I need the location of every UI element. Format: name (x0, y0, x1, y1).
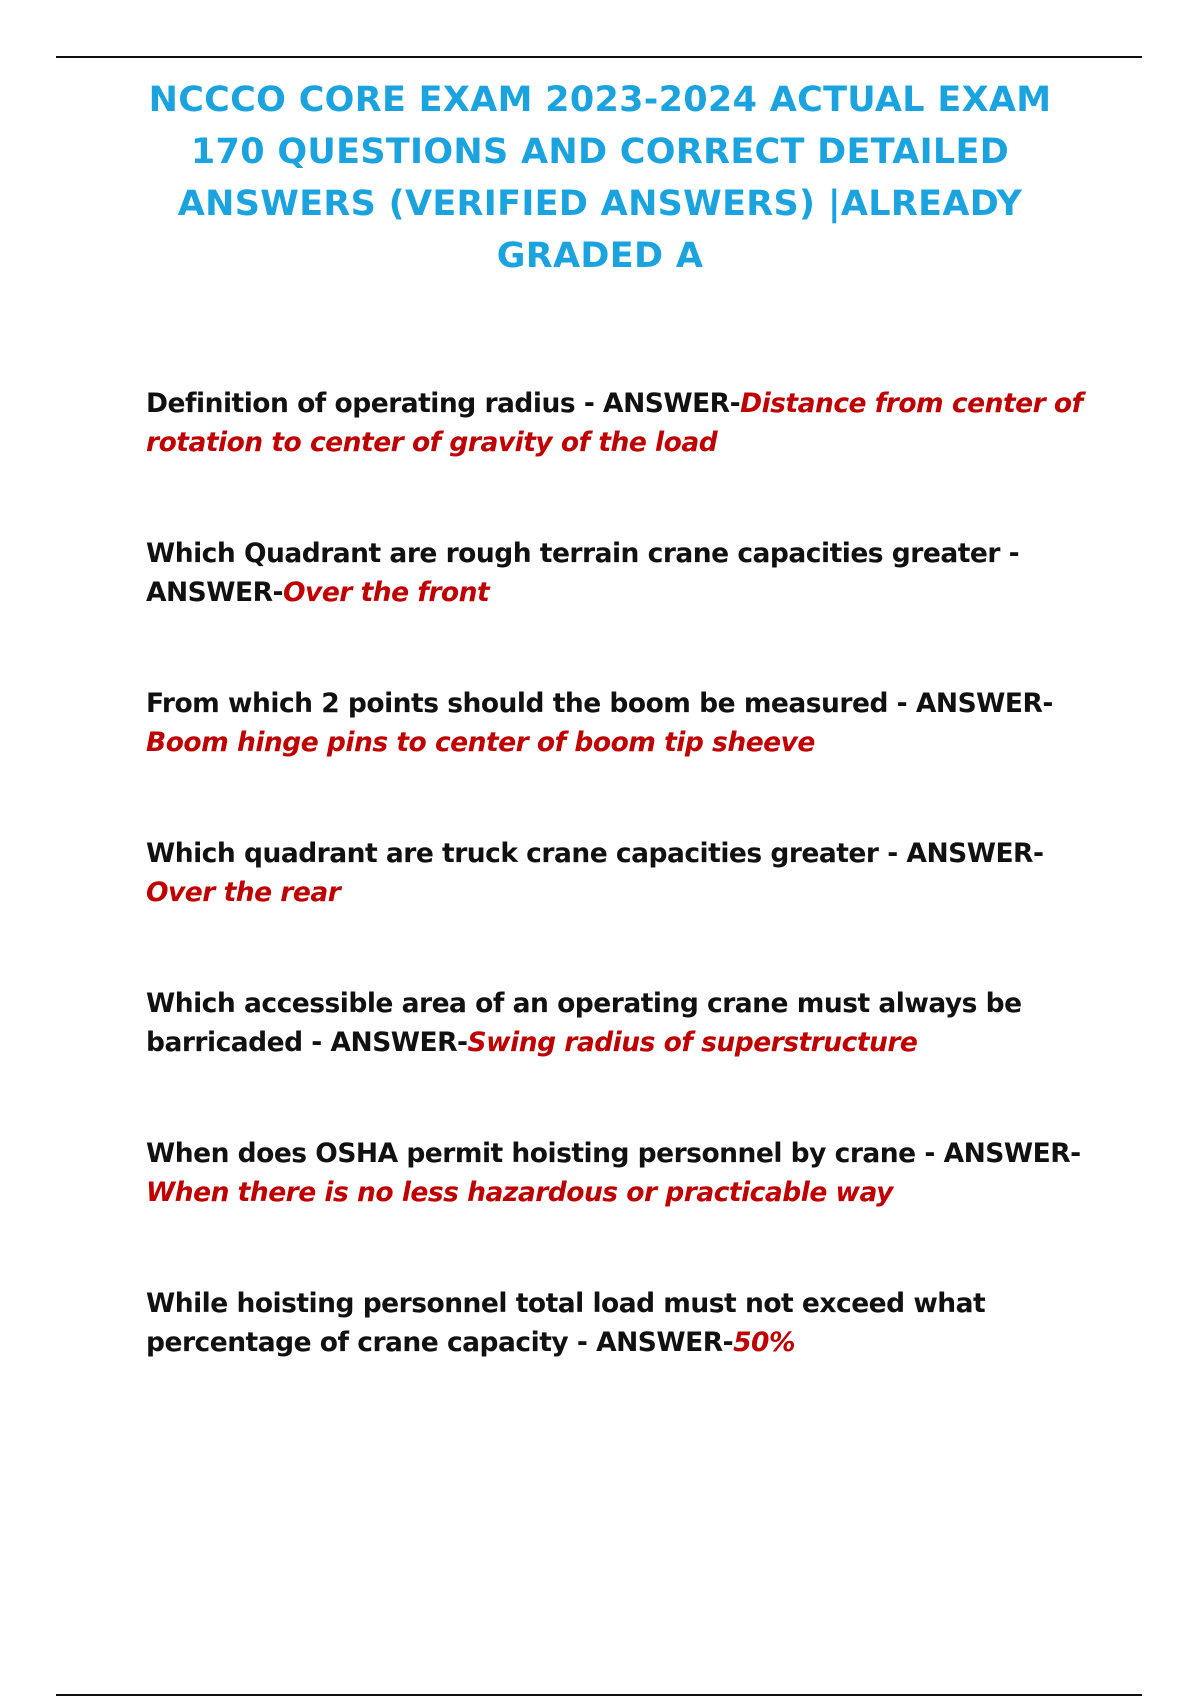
qa-item (146, 834, 1096, 984)
qa-list (146, 384, 1096, 1434)
question-text: While hoisting personnel total load must not exceed what percentage of crane capacity (146, 1288, 986, 1358)
question-text: Definition of operating radius (146, 388, 576, 419)
document-title: NCCCO CORE EXAM 2023-2024 ACTUAL EXAM 170 QUESTIONS AND CORRECT DETAILED ANSWERS (VERIFIED ANSWERS) |ALREADY GRADED A (148, 80, 1052, 276)
qa-item (146, 984, 1096, 1134)
qa-item (146, 1284, 1096, 1434)
answer-marker: - ANSWER- (302, 1027, 468, 1058)
answer-marker: - ANSWER- (915, 1138, 1081, 1169)
bottom-divider (56, 1694, 1142, 1696)
qa-item (146, 684, 1096, 834)
answer-text: Swing radius of superstructure (467, 1027, 918, 1058)
answer-marker: - ANSWER- (887, 688, 1053, 719)
answer-marker: - ANSWER- (146, 538, 1020, 608)
answer-marker: - ANSWER- (575, 388, 741, 419)
question-text: Which quadrant are truck crane capacities greater (146, 838, 879, 869)
answer-text: 50% (733, 1327, 796, 1358)
qa-item (146, 534, 1096, 684)
answer-text: Over the rear (146, 877, 341, 908)
answer-text: Distance from center of rotation to center of gravity of the load (146, 388, 1083, 458)
answer-text: Boom hinge pins to center of boom tip sheeve (146, 727, 815, 758)
answer-marker: - ANSWER- (568, 1327, 734, 1358)
qa-item (146, 384, 1096, 534)
answer-marker: - ANSWER- (878, 838, 1044, 869)
answer-text: Over the front (283, 577, 490, 608)
question-text: Which accessible area of an operating crane must always be barricaded (146, 988, 1022, 1058)
question-text: Which Quadrant are rough terrain crane capacities greater (146, 538, 1000, 569)
qa-item (146, 1134, 1096, 1284)
answer-text: When there is no less hazardous or practicable way (146, 1177, 893, 1208)
top-divider (56, 56, 1142, 58)
question-text: From which 2 points should the boom be measured (146, 688, 888, 719)
question-text: When does OSHA permit hoisting personnel by crane (146, 1138, 916, 1169)
